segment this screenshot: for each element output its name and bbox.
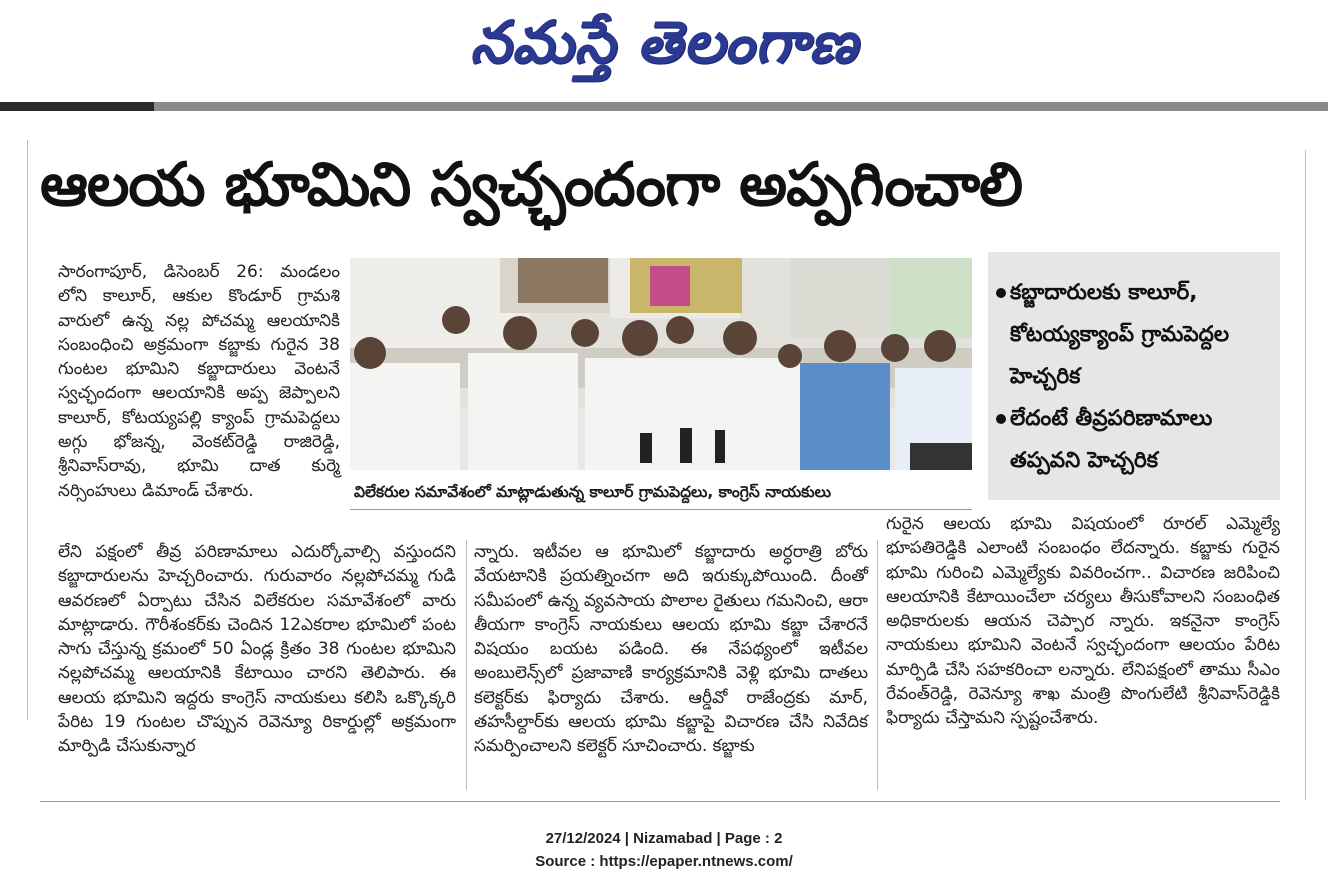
article-column-right [886, 512, 1280, 787]
masthead [0, 0, 1328, 96]
left-frame-rule [27, 140, 28, 720]
bottom-rule [40, 801, 1280, 802]
article-photo [350, 258, 972, 470]
edition-info: 27/12/2024 | Nizamabad | Page : 2 [545, 830, 783, 847]
newspaper-logo: నమస్తే తెలంగాణ [470, 8, 858, 76]
masthead-rule-dark [0, 102, 154, 111]
highlight-box [988, 252, 1280, 500]
article-column-left-upper [58, 260, 340, 535]
article-headline: ఆలయ భూమిని స్వచ్ఛందంగా అప్పగించాలి [40, 150, 1023, 220]
right-frame-rule [1305, 150, 1306, 800]
article-column-middle [474, 540, 868, 790]
article-paragraph: గురైన ఆలయ భూమి విషయంలో రూరల్ ఎమ్మెల్యే భూపతిరెడ్డికి ఎలాంటి సంబంధం లేదన్నారు. కబ్జాకు గురైన భూమి గురించి ఎమ్మెల్యేకు వివరించగా.. విచారణ జరిపించి ఆలయానికి కేటాయించేలా చర్యలు తీసుకోవాలని సంబంధిత అధికారులకు ఆయన చెప్పార న్నారు. ఇకనైనా కాంగ్రెస్ నాయకులు భూమిని వెంటనే స్వచ్ఛందంగా ఆలయం పేరిట మార్పిడి చేసి సహకరించా లన్నారు. లేనిపక్షంలో తాము సీఎం రేవంత్‌రెడ్డి, రెవెన్యూ శాఖ మంత్రి పొంగులేటి శ్రీనివాస్‌రెడ్డికి ఫిర్యాదు చేస్తామని స్పష్టంచేశారు. [886, 514, 1280, 729]
article-column-left-lower [58, 540, 456, 785]
press-meet-photo-illustration [350, 258, 972, 470]
source-link[interactable]: Source : https://epaper.ntnews.com/ [535, 853, 793, 870]
masthead-rule-grey [154, 102, 1328, 111]
bullet-icon [996, 414, 1006, 424]
highlight-item [1010, 398, 1278, 482]
caption-rule [350, 509, 972, 510]
highlight-item [1010, 272, 1278, 398]
highlight-text: లేదంటే తీవ్రపరిణామాలు తప్పవని హెచ్చరిక [1010, 406, 1213, 473]
column-separator [877, 540, 878, 790]
article-paragraph: లేని పక్షంలో తీవ్ర పరిణామాలు ఎదుర్కోవాల్సి వస్తుందని కబ్జాదారులను హెచ్చరించారు. గురువారం నల్లపోచమ్మ గుడి ఆవరణలో ఏర్పాటు చేసిన విలేకరుల సమావేశంలో వారు మాట్లాడారు. గౌరీశంకర్‌కు చెందిన 12ఎకరాల భూమిలో పంట సాగు చేస్తున్న క్రమంలో 50 ఏండ్ల క్రితం 38 గుంటల భూమిని నల్లపోచమ్మ ఆలయానికి కేటాయిం చారని తెలిపారు. ఈ ఆలయ భూమిని ఇద్దరు కాంగ్రెస్ నాయకులు కలిసి ఒక్కొక్కరి పేరిట 19 గుంటల చొప్పున రెవెన్యూ రికార్డుల్లో అక్రమంగా మార్పిడి చేసుకున్నార [58, 542, 456, 757]
bullet-icon [996, 288, 1006, 298]
article-paragraph: న్నారు. ఇటీవల ఆ భూమిలో కబ్జాదారు అర్ధరాత్రి బోరు వేయటానికి ప్రయత్నించగా అది ఇరుక్కుపోయింది. దీంతో సమీపంలో ఉన్న వ్యవసాయ పొలాల రైతులు గమనించి, ఆరా తీయగా కాంగ్రెస్ నాయకులు ఆలయ భూమి కబ్జా చేశారనే విషయం బయట పడింది. ఈ నేపథ్యంలో ఇటీవల అంబులెన్స్‌లో ప్రజావాణి కార్యక్రమానికి వెళ్లి భూమి దాతలు కలెక్టర్‌కు ఫిర్యాదు చేశారు. ఆర్డీవో రాజేంద్రకు మార్, తహసీల్దార్‌కు ఆలయ భూమి కబ్జాపై విచారణ చేసి నివేదిక సమర్పించాలని కలెక్టర్ సూచించారు. కబ్జాకు [474, 542, 868, 757]
column-separator [466, 540, 467, 790]
article-paragraph: సారంగాపూర్, డిసెంబర్ 26: మండలం లోని కాలూర్, ఆకుల కొండూర్ గ్రామశి వారులో ఉన్న నల్ల పోచమ్మ ఆలయానికి సంబంధించి అక్రమంగా కబ్జాకు గురైన 38 గుంటల భూమిని కబ్జాదారులు వెంటనే స్వచ్ఛందంగా ఆలయానికి అప్ప జెప్పాలని కాలూర్, కోటయ్యపల్లి క్యాంప్ గ్రామపెద్దలు అగ్గు భోజన్న, వెంకట్‌రెడ్డి రాజిరెడ్డి, శ్రీనివాస్‌రావు, భూమి దాత కుర్మె నర్సింహులు డిమాండ్ చేశారు. [58, 262, 340, 501]
photo-caption: విలేకరుల సమావేశంలో మాట్లాడుతున్న కాలూర్ గ్రామపెద్దలు, కాంగ్రెస్ నాయకులు [354, 483, 831, 501]
highlight-text: కబ్జాదారులకు కాలూర్, కోటయ్యక్యాంప్ గ్రామపెద్దల హెచ్చరిక [1010, 280, 1230, 389]
